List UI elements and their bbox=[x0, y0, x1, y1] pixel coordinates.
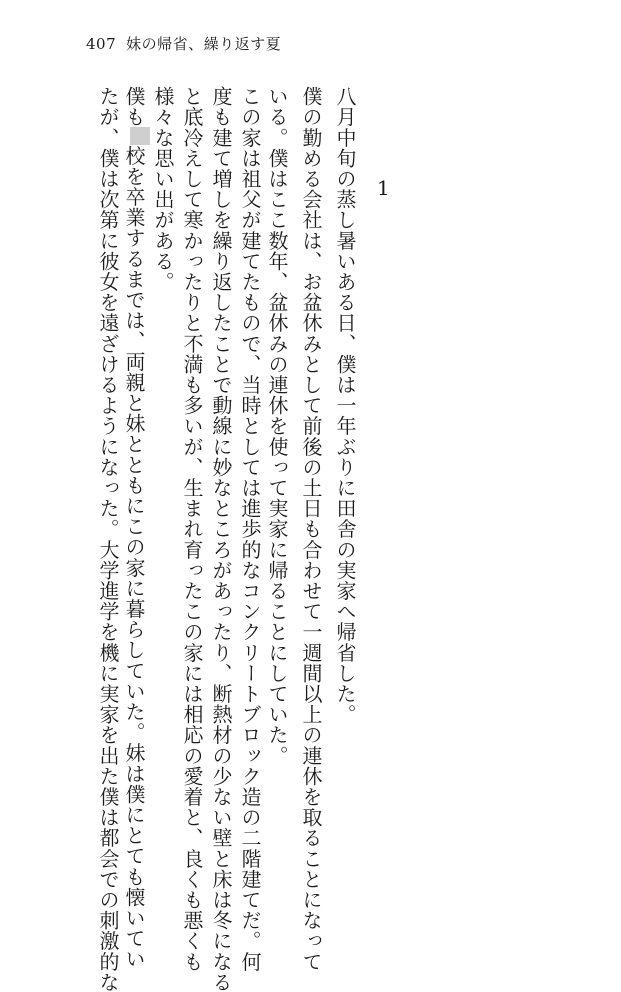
chapter-number: 1 bbox=[377, 176, 390, 200]
page-number: 407 bbox=[86, 35, 117, 53]
running-title: 妹の帰省、繰り返す夏 bbox=[126, 35, 282, 53]
redaction-block bbox=[130, 127, 150, 145]
body-line-7: 様々な思い出がある。 bbox=[151, 86, 175, 292]
body-line-9: たが、僕は次第に彼女を遠ざけるようになった。大学進学を機に実家を出た僕は都会での刺激的な bbox=[96, 86, 120, 992]
body-line-1: 八月中旬の蒸し暑いある日、僕は一年ぶりに田舎の実家へ帰省した。 bbox=[333, 86, 357, 725]
body-line-4: この家は祖父が建てたもので、当時としては進歩的なコンクリートブロック造の二階建てだ。何 bbox=[238, 86, 262, 972]
body-line-8 bbox=[122, 86, 150, 969]
body-line-5: 度も建て増しを繰り返したことで動線に妙なところがあったり、断熱材の少ない壁と床は冬になる bbox=[209, 86, 233, 992]
line-8-start: 僕も bbox=[122, 86, 146, 128]
body-line-2: 僕の勤める会社は、お盆休みとして前後の土日も合わせて一週間以上の連休を取ることになって bbox=[299, 86, 323, 972]
body-line-6: と底冷えして寒かったりと不満も多いが、生まれ育ったこの家には相応の愛着と、良くも悪くも bbox=[180, 86, 204, 972]
line-8-rest: 校を卒業するまでは、両親と妹とともにこの家に暮らしていた。妹は僕にとても懐いてい bbox=[122, 145, 146, 970]
body-line-3: いる。僕はここ数年、盆休みの連休を使って実家に帰ることにしていた。 bbox=[265, 86, 289, 766]
running-header bbox=[86, 33, 281, 54]
